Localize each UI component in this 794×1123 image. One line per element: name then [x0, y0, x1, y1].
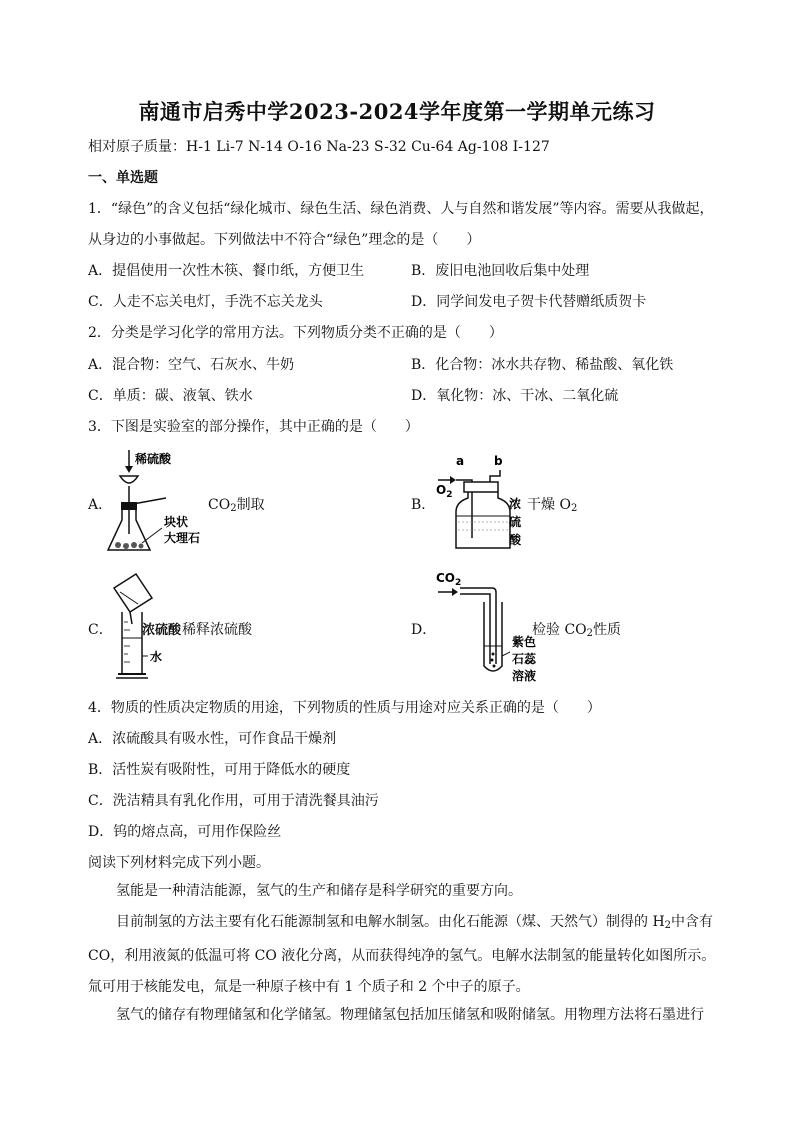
q2-option-d: D．氧化物：冰、干冰、二氧化硫	[411, 388, 619, 404]
q3-a-acid-text: 稀硫酸	[135, 452, 172, 466]
q4-stem: 4．物质的性质决定物质的用途，下列物质的性质与用途对应关系正确的是（ ）	[88, 700, 601, 716]
q1-option-d: D．同学间发电子贺卡代替赠纸质贺卡	[411, 294, 647, 310]
q3-b-acid-char2: 硫	[509, 515, 522, 529]
q3-option-a-caption	[208, 494, 265, 514]
q3-option-b-caption	[527, 494, 577, 514]
reading-p2-sub: 2	[664, 920, 672, 931]
q3-d-solution-label	[512, 634, 552, 686]
q1-option-a: A．提倡使用一次性木筷、餐巾纸，方便卫生	[88, 263, 365, 279]
reading-paragraph-3: 氢气的储存有物理储氢和化学储氢。物理储氢包括加压储氢和吸附储氢。用物理方法将石墨进行	[116, 1007, 704, 1023]
reading-paragraph-2	[88, 907, 718, 1003]
q2-option-a: A．混合物：空气、石灰水、牛奶	[88, 357, 295, 373]
q1-option-b: B．废旧电池回收后集中处理	[411, 263, 590, 279]
atomic-mass-line: 相对原子质量：H-1 Li-7 N-14 O-16 Na-23 S-32 Cu-64 Ag-108 I-127	[88, 139, 550, 155]
q3-a-caption-text: 制取	[236, 497, 265, 513]
q3-a-solid-text2: 大理石	[164, 531, 201, 545]
reading-p2-part1: 目前制氢的方法主要有化石能源制氢和电解水制氢。由化石能源（煤、天然气）制得的 H	[116, 914, 665, 930]
q2-option-b: B．化合物：冰水共存物、稀盐酸、氧化铁	[411, 357, 674, 373]
q3-d-caption-post: 性质	[593, 622, 622, 638]
q3-b-caption-sub: 2	[570, 503, 578, 514]
section-heading: 一、单选题	[88, 170, 158, 186]
reading-intro: 阅读下列材料完成下列小题。	[88, 855, 270, 871]
q3-b-port-b: b	[494, 454, 503, 468]
q2-option-c: C．单质：碳、液氧、铁水	[88, 388, 253, 404]
q3-option-d-label: D．	[411, 622, 437, 638]
q3-option-b-label: B．	[411, 497, 436, 513]
q4-option-c: C．洗洁精具有乳化作用，可用于清洗餐具油污	[88, 793, 379, 809]
q3-stem: 3．下图是实验室的部分操作，其中正确的是（ ）	[88, 419, 419, 435]
q1-stem-line1: 1．“绿色”的含义包括“绿化城市、绿色生活、绿色消费、人与自然和谐发展”等内容。需要从我做起，	[88, 201, 714, 217]
page-title: 南通市启秀中学2023-2024学年度第一学期单元练习	[138, 99, 656, 124]
q1-stem-line2: 从身边的小事做起。下列做法中不符合“绿色”理念的是（ ）	[88, 232, 481, 248]
q3-d-solution-text3: 溶液	[512, 669, 537, 683]
q3-d-solution-text2: 石蕊	[512, 652, 537, 666]
q3-d-caption-sub: 2	[586, 628, 594, 639]
q3-a-caption-sub: 2	[230, 503, 237, 514]
q3-option-d-caption	[532, 619, 621, 639]
q3-option-c-label: C．	[88, 622, 113, 638]
q3-figure-a	[104, 446, 204, 558]
q1-option-c: C．人走不忘关电灯，手洗不忘关龙头	[88, 294, 323, 310]
q3-b-caption-text: 干燥 O	[527, 497, 571, 513]
q3-a-caption-formula: CO	[208, 497, 231, 513]
q3-b-acid-char3: 酸	[509, 533, 522, 547]
q4-option-a: A．浓硫酸具有吸水性，可作食品干燥剂	[88, 731, 337, 747]
q3-d-caption-text: 检验 CO	[532, 622, 587, 638]
q3-c-acid-text: 浓硫酸	[142, 623, 182, 638]
reading-paragraph-1: 氢能是一种清洁能源，氢气的生产和储存是科学研究的重要方向。	[116, 883, 522, 899]
q3-option-a-label: A．	[88, 497, 113, 513]
q3-d-co2: $CO_2$	[436, 571, 462, 588]
q3-c-water-text: 水	[150, 650, 163, 664]
q3-b-port-a: a	[456, 454, 465, 468]
q3-b-acid-char1: 浓	[509, 497, 522, 511]
q3-b-o2: $O_2$	[436, 483, 453, 500]
q4-option-b: B．活性炭有吸附性，可用于降低水的硬度	[88, 762, 351, 778]
q4-option-d: D．钨的熔点高，可用作保险丝	[88, 824, 282, 840]
q3-d-solution-text1: 紫色	[512, 635, 537, 649]
reading-p2-part2: 中含有 CO，利用液氮的低温可将 CO 液化分离，从而获得纯净的氢气。电解水法制氢的能量转化如图所示。氚可用于核能发电，氚是一种原子核中有 1 个质子和 2 个中子的原子。	[88, 914, 716, 995]
q3-option-c-caption: 稀释浓硫酸	[182, 622, 252, 638]
q2-stem: 2．分类是学习化学的常用方法。下列物质分类不正确的是（ ）	[88, 325, 503, 341]
q3-a-solid-text1: 块状	[164, 515, 189, 529]
